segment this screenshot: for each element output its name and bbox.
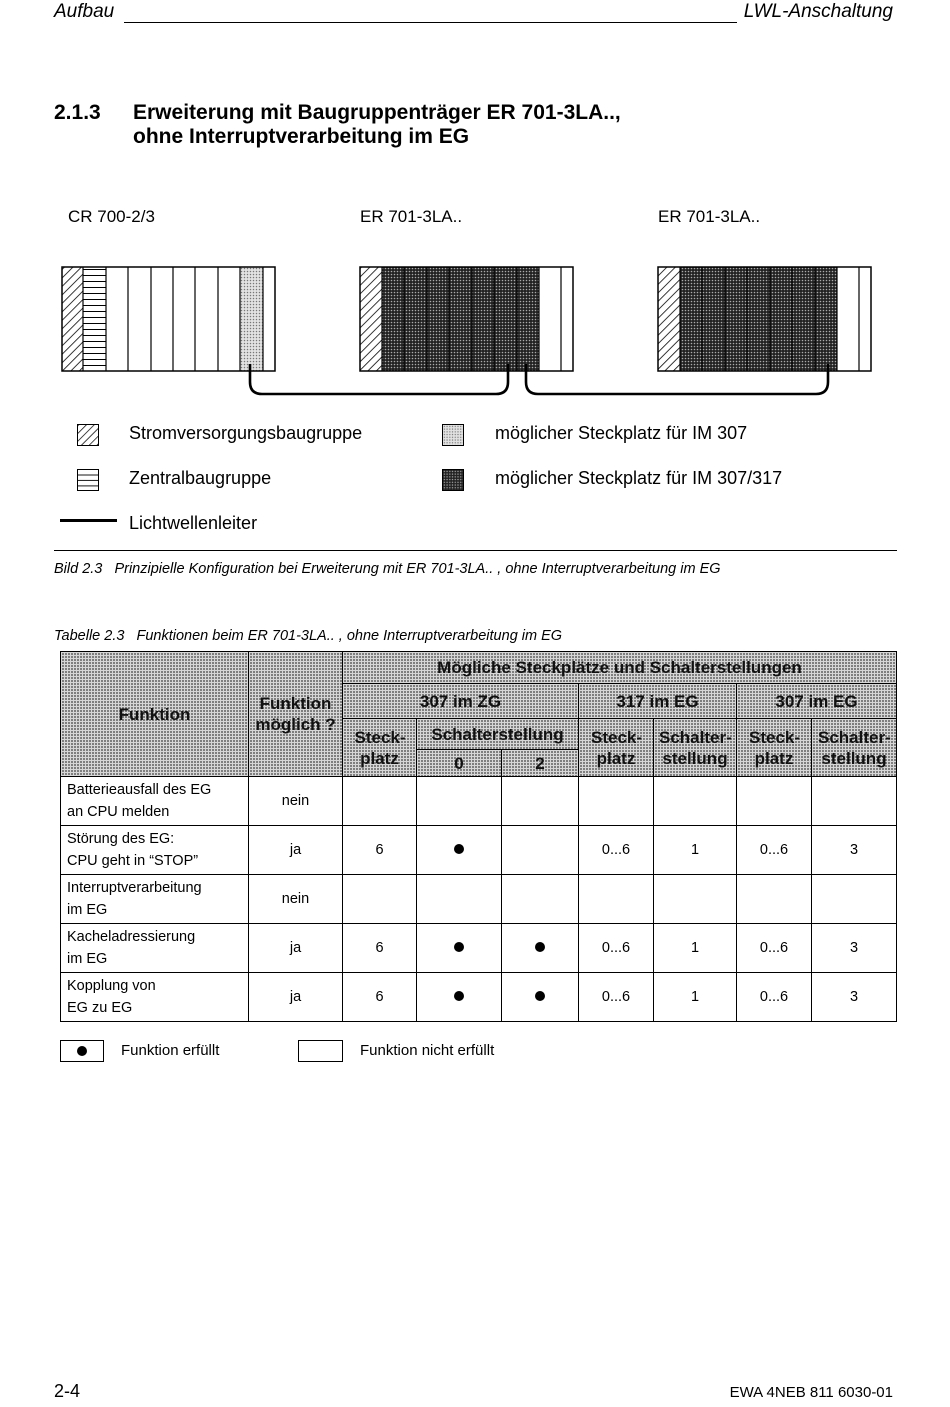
legend-fulfilled: Funktion erfüllt bbox=[121, 1042, 220, 1059]
caption-rule bbox=[54, 550, 897, 551]
header-funktion-moeglich-text: Funktion möglich ? bbox=[255, 694, 336, 734]
legend-power-supply: Stromversorgungsbaugruppe bbox=[129, 423, 363, 443]
cell-zg-switch-2 bbox=[502, 777, 579, 826]
header-317-steckplatz bbox=[579, 719, 654, 777]
cell-funktion-line2: im EG bbox=[67, 902, 108, 918]
cell-moeglich: ja bbox=[249, 973, 343, 1022]
header-307eg-steckplatz-text: Steck-platz bbox=[749, 727, 801, 768]
cell-zg-switch-2 bbox=[502, 924, 579, 973]
cell-zg-steckplatz bbox=[343, 777, 417, 826]
page-number: 2-4 bbox=[54, 1381, 81, 1401]
header-317-schalterstellung-text: Schalter-stellung bbox=[659, 727, 732, 768]
cell-317-schalterstellung: 1 bbox=[654, 924, 737, 973]
line-icon bbox=[60, 519, 117, 522]
rack-er2-im307-317-slots bbox=[680, 267, 837, 371]
header-zg-schalterstellung: Schalterstellung bbox=[417, 719, 579, 750]
cell-307eg-steckplatz bbox=[737, 777, 812, 826]
filled-dot-icon bbox=[454, 844, 464, 854]
header-317-steckplatz-text: Steck-platz bbox=[591, 727, 643, 768]
cell-317-steckplatz: 0...6 bbox=[579, 924, 654, 973]
filled-dot-icon bbox=[77, 1046, 87, 1056]
cell-307eg-schalterstellung: 3 bbox=[812, 924, 897, 973]
document-id: EWA 4NEB 811 6030-01 bbox=[729, 1384, 893, 1401]
cell-307eg-schalterstellung bbox=[812, 875, 897, 924]
table-row bbox=[61, 826, 897, 875]
cell-317-schalterstellung: 1 bbox=[654, 973, 737, 1022]
rack-er1-im307-317-slots bbox=[382, 267, 539, 371]
header-zg-steckplatz-text: Steck-platz bbox=[354, 727, 406, 768]
cell-zg-switch-0 bbox=[417, 777, 502, 826]
table-caption: Tabelle 2.3 Funktionen beim ER 701-3LA.. , ohne Interruptverarbeitung im EG bbox=[54, 628, 563, 644]
cell-funktion-line2: EG zu EG bbox=[67, 1000, 133, 1016]
cell-zg-steckplatz: 6 bbox=[343, 826, 417, 875]
header-funktion: Funktion bbox=[61, 652, 249, 777]
table-body bbox=[61, 777, 897, 1022]
cell-zg-switch-0 bbox=[417, 875, 502, 924]
cell-zg-switch-2 bbox=[502, 973, 579, 1022]
cell-funktion-line1: Batterieausfall des EG bbox=[67, 782, 212, 798]
cell-funktion-line1: Kacheladressierung bbox=[67, 929, 196, 945]
header-switch-0: 0 bbox=[417, 750, 502, 777]
central-module-pattern-icon bbox=[77, 469, 99, 491]
header-307eg-steckplatz bbox=[737, 719, 812, 777]
cell-moeglich: nein bbox=[249, 875, 343, 924]
filled-dot-icon bbox=[454, 942, 464, 952]
cell-zg-switch-0 bbox=[417, 924, 502, 973]
rack-cr-power-supply bbox=[62, 267, 83, 371]
header-funktion-moeglich bbox=[249, 652, 343, 777]
cell-zg-steckplatz bbox=[343, 875, 417, 924]
header-317-schalterstellung bbox=[654, 719, 737, 777]
rack-diagram bbox=[0, 0, 950, 410]
header-317-eg: 317 im EG bbox=[579, 684, 737, 719]
cell-funktion bbox=[61, 924, 249, 973]
power-supply-pattern-icon bbox=[77, 424, 99, 446]
cell-317-schalterstellung: 1 bbox=[654, 826, 737, 875]
cell-zg-switch-0 bbox=[417, 973, 502, 1022]
cell-funktion-line1: Störung des EG: bbox=[67, 831, 175, 847]
light-dotted-pattern-icon bbox=[442, 424, 464, 446]
cell-zg-switch-0 bbox=[417, 826, 502, 875]
cell-307eg-steckplatz bbox=[737, 875, 812, 924]
rack-cr700 bbox=[62, 267, 275, 371]
cell-zg-switch-2 bbox=[502, 875, 579, 924]
section-title-line1: Erweiterung mit Baugruppenträger ER 701-3LA.., bbox=[133, 101, 621, 124]
cell-funktion bbox=[61, 875, 249, 924]
cell-317-steckplatz: 0...6 bbox=[579, 826, 654, 875]
rack-label-er2: ER 701-3LA.. bbox=[658, 207, 761, 226]
cell-funktion-line2: an CPU melden bbox=[67, 804, 170, 820]
cell-moeglich: nein bbox=[249, 777, 343, 826]
rack-cr-im307-slot bbox=[240, 267, 263, 371]
header-307-eg: 307 im EG bbox=[737, 684, 897, 719]
cell-317-steckplatz: 0...6 bbox=[579, 973, 654, 1022]
cell-funktion bbox=[61, 826, 249, 875]
cell-moeglich: ja bbox=[249, 826, 343, 875]
header-307eg-schalterstellung bbox=[812, 719, 897, 777]
legend-im307-slot: möglicher Steckplatz für IM 307 bbox=[495, 423, 748, 443]
legend-central-module: Zentralbaugruppe bbox=[129, 468, 272, 488]
header-right: LWL-Anschaltung bbox=[743, 1, 893, 22]
cell-funktion-line2: CPU geht in “STOP” bbox=[67, 853, 199, 869]
legend-fiber-optic: Lichtwellenleiter bbox=[129, 513, 258, 533]
filled-dot-icon bbox=[535, 942, 545, 952]
rack-cr-central-module bbox=[83, 267, 106, 371]
cell-zg-steckplatz: 6 bbox=[343, 924, 417, 973]
empty-box-icon bbox=[298, 1040, 343, 1062]
header-307eg-schalterstellung-text: Schalter-stellung bbox=[818, 727, 891, 768]
rack-label-cr: CR 700-2/3 bbox=[68, 207, 155, 226]
cell-funktion bbox=[61, 973, 249, 1022]
filled-dot-icon bbox=[454, 991, 464, 1001]
cell-funktion-line1: Kopplung von bbox=[67, 978, 156, 994]
functions-table bbox=[60, 651, 897, 1022]
table-row bbox=[61, 973, 897, 1022]
header-group: Mögliche Steckplätze und Schalterstellungen bbox=[343, 652, 897, 684]
rack-er701-1 bbox=[360, 267, 573, 371]
figure-caption: Bild 2.3 Prinzipielle Konfiguration bei Erweiterung mit ER 701-3LA.. , ohne Interruptverarbeitung im EG bbox=[54, 561, 721, 577]
cell-307eg-steckplatz: 0...6 bbox=[737, 826, 812, 875]
cell-317-schalterstellung bbox=[654, 875, 737, 924]
table-row bbox=[61, 777, 897, 826]
cell-307eg-schalterstellung bbox=[812, 777, 897, 826]
section-title-line2: ohne Interruptverarbeitung im EG bbox=[133, 125, 470, 148]
header-left: Aufbau bbox=[54, 1, 115, 22]
legend-fulfilled-box bbox=[60, 1040, 104, 1062]
cell-funktion bbox=[61, 777, 249, 826]
header-307-zg: 307 im ZG bbox=[343, 684, 579, 719]
rack-er2-power-supply bbox=[658, 267, 680, 371]
rack-label-er1: ER 701-3LA.. bbox=[360, 207, 463, 226]
table-row bbox=[61, 924, 897, 973]
dark-dotted-pattern-icon bbox=[442, 469, 464, 491]
rack-er701-2 bbox=[658, 267, 871, 371]
header-zg-steckplatz bbox=[343, 719, 417, 777]
cell-307eg-schalterstellung: 3 bbox=[812, 826, 897, 875]
cell-funktion-line2: im EG bbox=[67, 951, 108, 967]
cell-317-schalterstellung bbox=[654, 777, 737, 826]
cell-moeglich: ja bbox=[249, 924, 343, 973]
cell-funktion-line1: Interruptverarbeitung bbox=[67, 880, 202, 896]
cell-307eg-schalterstellung: 3 bbox=[812, 973, 897, 1022]
table-row bbox=[61, 875, 897, 924]
cell-317-steckplatz bbox=[579, 875, 654, 924]
cell-zg-switch-2 bbox=[502, 826, 579, 875]
legend-not-fulfilled: Funktion nicht erfüllt bbox=[360, 1042, 495, 1059]
cell-317-steckplatz bbox=[579, 777, 654, 826]
filled-dot-icon bbox=[535, 991, 545, 1001]
cell-307eg-steckplatz: 0...6 bbox=[737, 973, 812, 1022]
header-switch-2: 2 bbox=[502, 750, 579, 777]
rack-er1-power-supply bbox=[360, 267, 382, 371]
section-number: 2.1.3 bbox=[54, 101, 101, 124]
cell-307eg-steckplatz: 0...6 bbox=[737, 924, 812, 973]
cell-zg-steckplatz: 6 bbox=[343, 973, 417, 1022]
legend-im307-317-slot: möglicher Steckplatz für IM 307/317 bbox=[495, 468, 783, 488]
